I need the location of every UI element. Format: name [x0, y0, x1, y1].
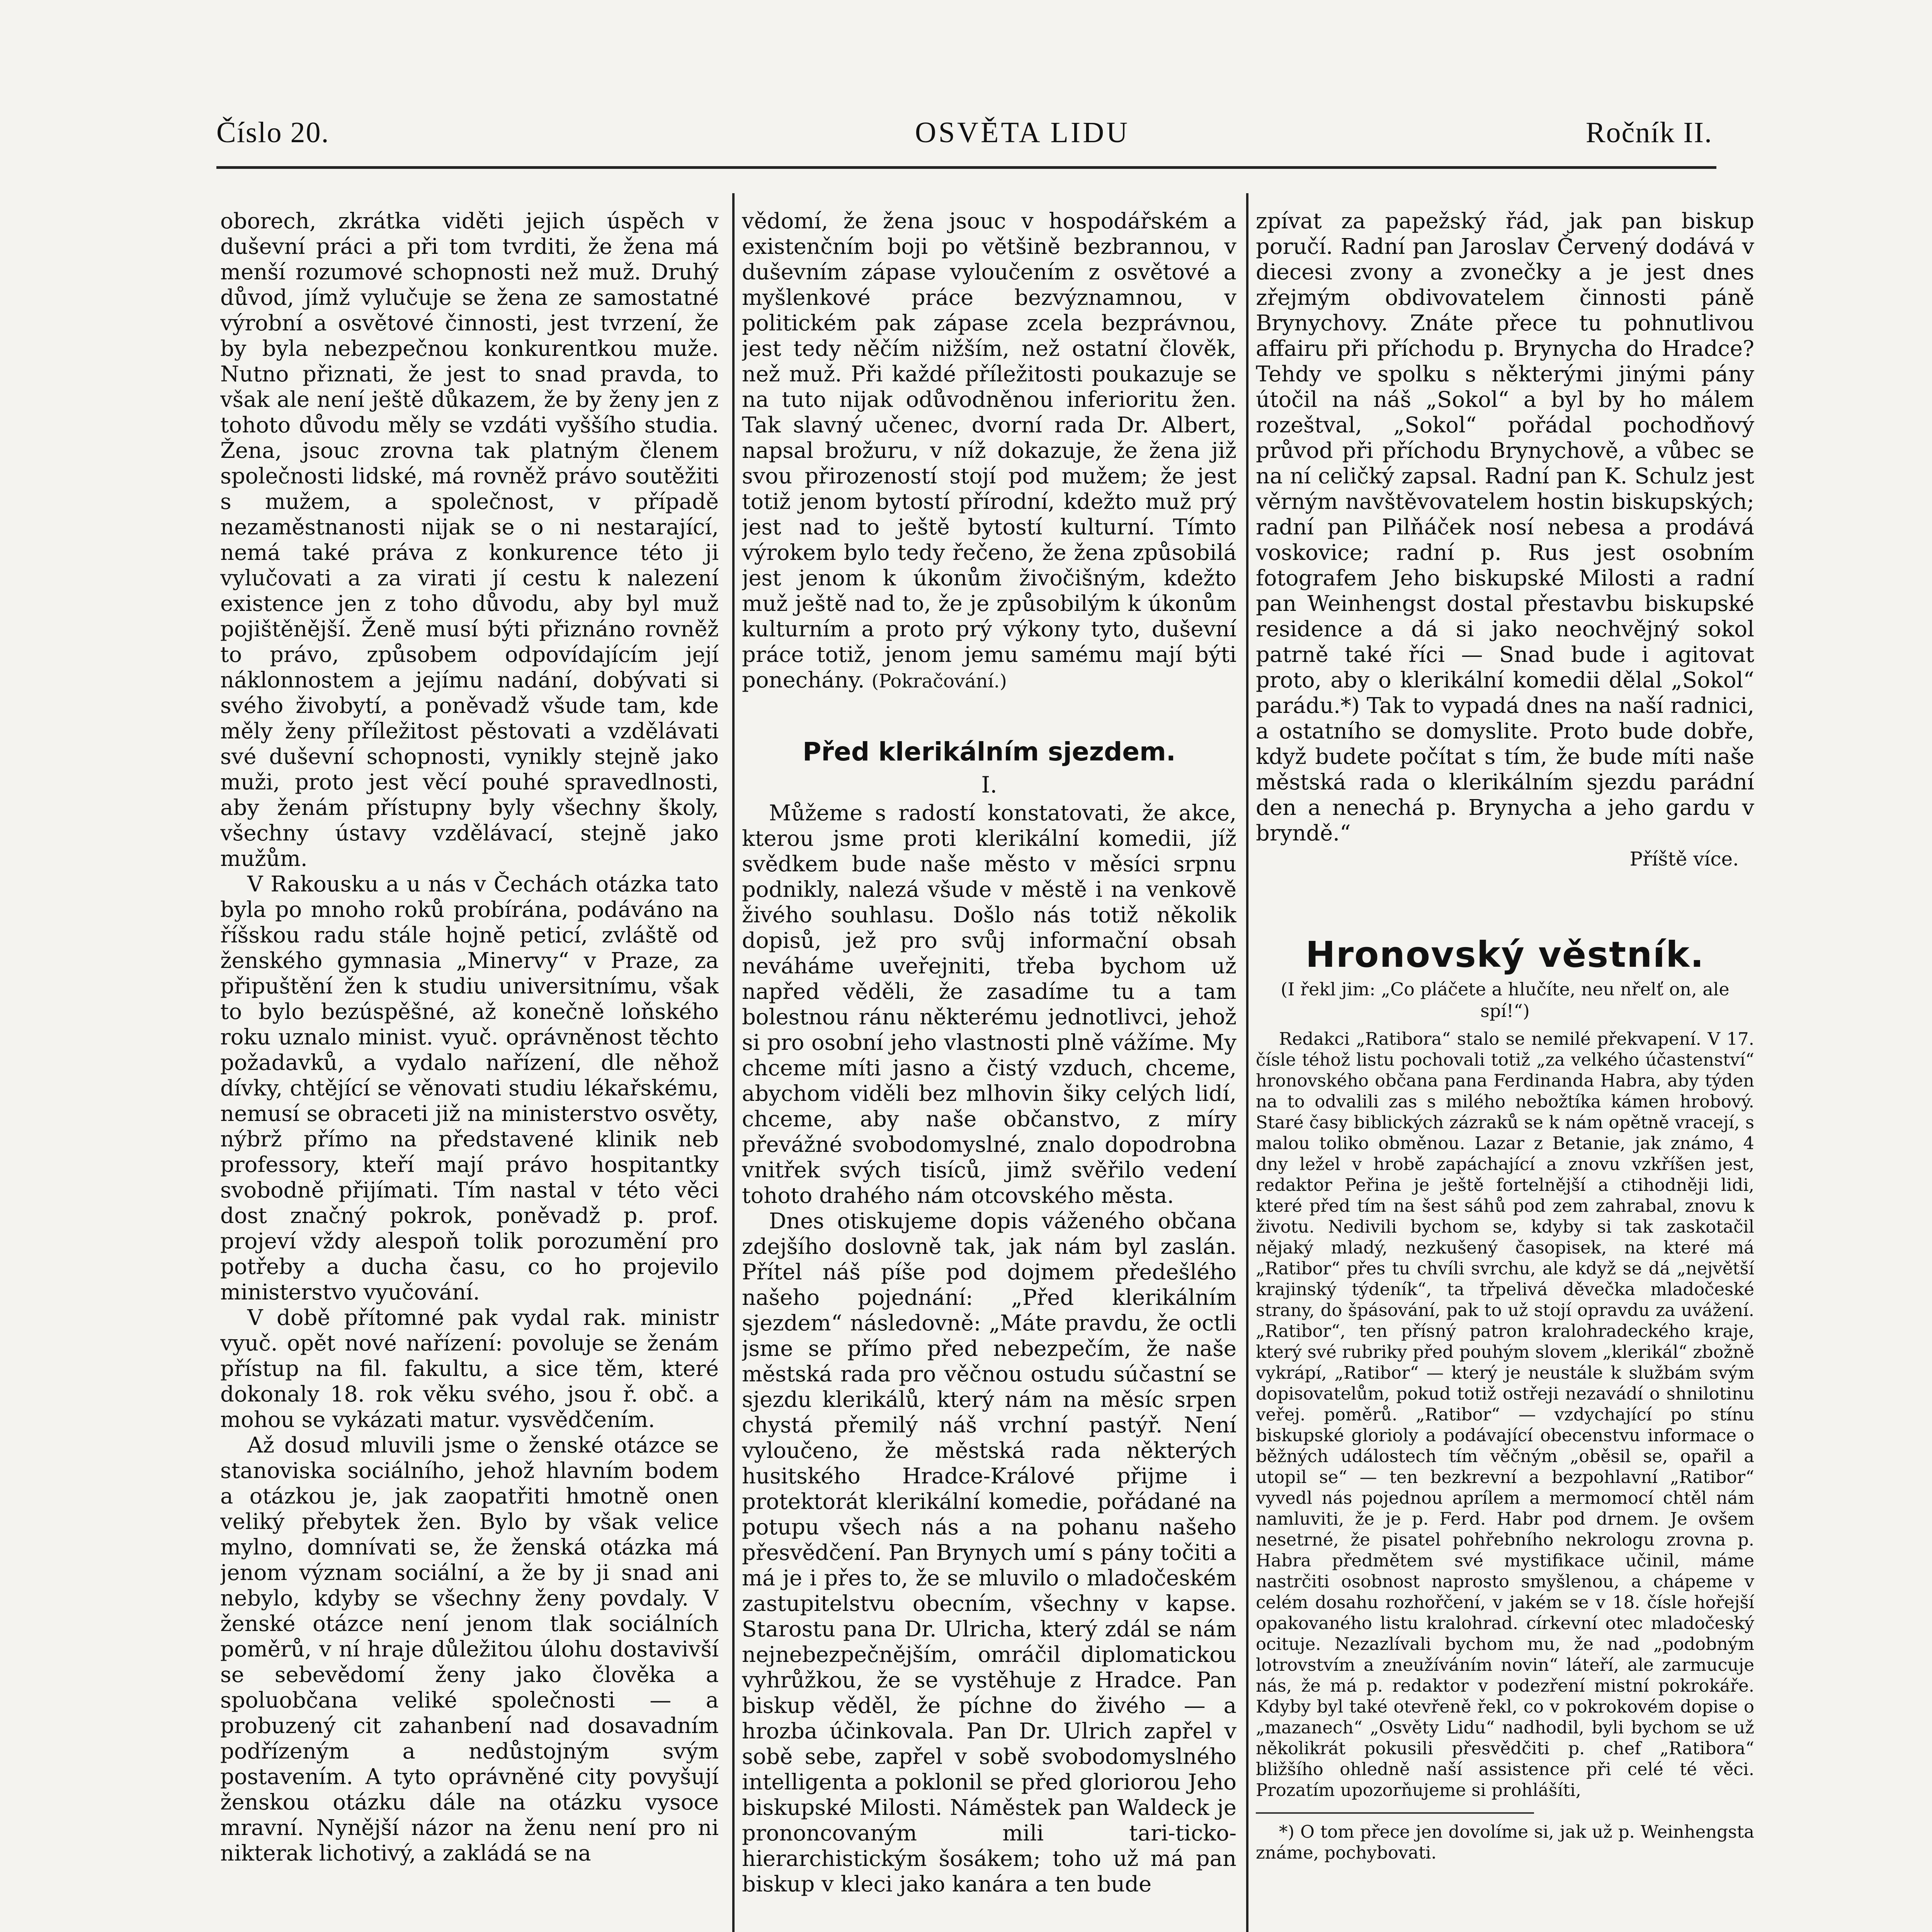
footnote-rule [1256, 1812, 1534, 1814]
volume-number: Ročník II. [1585, 116, 1713, 149]
section-motto: (I řekl jim: „Co pláčete a hlučíte, neu nřelť on, ale spí!“) [1281, 979, 1730, 1021]
article-paragraph: Dnes otiskujeme dopis váženého občana zdejšího doslovně tak, jak nám byl zaslán. Přítel náš píše pod dojmem předešlého našeho pojednání: „Před klerikálním sjezdem“ následovně: „Máte pravdu, že octli jsme se přímo před nebezpečím, že naše městská rada pro věčnou ostudu súčastní se sjezdu klerikálů, který nám na měsíc srpen chystá přemilý náš vrchní pastýř. Není vyloučeno, že městská rada některých husitského Hradce-Králové přijme i protektorát klerikální komedie, pořádané na potupu všech nás a na pohanu našeho přesvědčení. Pan Brynych umí s pány točiti a má je i přes to, že se mluvilo o mladočeském zastupitelstvu obecním, všechny v kapse. Starostu pana Dr. Ulricha, který zdál se nám nejnebezpečnějším, omráčil diplomatickou vyhrůžkou, že se vystěhuje z Hradce. Pan biskup věděl, že píchne do živého — a hrozba účinkovala. Pan Dr. Ulrich zapřel v sobě sebe, zapřel v sobě svobodomyslného intelligenta a poklonil se před gloriorou Jeho biskupské Milosti. Náměstek pan Waldeck je prononcovaným mili tari-ticko-hierarchistickým šosákem; toho už má pan biskup v kleci jako kanára a ten bude [742, 1209, 1236, 1897]
article-paragraph [742, 209, 1236, 694]
header-rule [216, 166, 1716, 169]
article-paragraph: V Rakousku a u nás v Čechách otázka tato byla po mnoho roků probírána, podáváno na říšskou radu stále hojně peticí, zvláště od ženského gymnasia „Minervy“ v Praze, za připuštění žen k studiu universitnímu, však to bylo bezúspěšné, až konečně loňského roku uznalo minist. vyuč. oprávněnost těchto požadavků, a vydalo nařízení, dle něhož dívky, chtějící se věnovati studiu lékařskému, nemusí se obraceti již na ministerstvo osvěty, nýbrž přímo na představené klinik neb professory, kteří mají právo hospitantky svobodně přijímati. Tím nastal v této věci dost značný pokrok, poněvadž p. prof. projeví vždy alespoň tolik porozumění pro potřeby a ducha času, co ho projevilo ministerstvo vyučování. [220, 872, 719, 1305]
footnote: *) O tom přece jen dovolíme si, jak už p. Weinhengsta známe, pochybovati. [1256, 1821, 1754, 1863]
article-text: vědomí, že žena jsouc v hospodářském a existenčním boji po většině bezbrannou, v duševním zápase vyloučením z osvětové a myšlenkové práce bezvýznamnou, v politickém pak zápase zcela bezprávnou, jest tedy něčím nižším, než ostatní člověk, než muž. Při každé příležitosti poukazuje se na tuto nijak odůvodněnou inferioritu žen. Tak slavný učenec, dvorní rada Dr. Albert, napsal brožuru, v níž dokazuje, že žena již svou přirozeností stojí pod mužem; že jest totiž jenom bytostí přírodní, kdežto muž prý jest nad to ještě bytostí kulturní. Tímto výrokem bylo tedy řečeno, že žena způsobilá jest jenom k úkonům živočišným, kdežto muž ještě nad to, že je způsobilým k úkonům kulturním a proto prý výkony tyto, duševní práce totiž, jenom jemu samému mají býti ponechány. [742, 209, 1236, 693]
masthead-title: OSVĚTA LIDU [915, 116, 1130, 149]
section-title: Hronovský věstník. [1305, 934, 1705, 975]
issue-number: Číslo 20. [216, 116, 330, 149]
article-column-3 [1256, 209, 1754, 1932]
article-paragraph: Můžeme s radostí konstatovati, že akce, kterou jsme proti klerikální komedii, jíž svědkem bude naše město v měsíci srpnu podnikly, nalezá všude v městě i na venkově živého souhlasu. Došlo nás totiž několik dopisů, jež pro svůj informační obsah neváháme uveřejniti, třeba bychom už napřed věděli, že zasadíme tu a tam bolestnou ránu některému jednotlivci, jehož si pro osobní jeho vlastnosti plně vážíme. My chceme míti jasno a čistý vzduch, chceme, abychom viděli bez mlhovin šiky celých lidí, chceme, aby naše občanstvo, z míry převážné svobodomyslné, znalo dopodrobna vnitřek svých tisíců, jimž svěřilo vedení tohoto drahého nám otcovského města. [742, 801, 1236, 1208]
column-divider [732, 193, 735, 1932]
article-paragraph: Redakci „Ratibora“ stalo se nemilé překvapení. V 17. čísle téhož listu pochovali totiž „za velkého účastenství“ hronovského občana pana Ferdinanda Habra, aby týden na to odvalili zas s milého nebožtíka kámen hrobový. Staré časy biblických zázraků se k nám opětně vracejí, s malou toliko obměnou. Lazar z Betanie, jak známo, 4 dny ležel v hrobě zapáchající a znovu vzkříšen jest, redaktor Peřina je ještě fortelnější a ctihodněji lidi, které před tím na šest sáhů pod zem zahrabal, znovu k životu. Nedivili bychom se, kdyby si tak zaskotačil nějaký mladý, nezkušený časopisek, na které má „Ratibor“ přes tu chvíli svrchu, ale když se dá „největší krajinský týdeník“, ta třpelivá děvečka mladočeské strany, do špásování, pak to už stojí opravdu za uvážení. „Ratibor“, ten přísný patron kralohradeckého kraje, který své rubriky před pouhým slovem „klerikál“ zbožně vykrápí, „Ratibor“ — který je neustále k službám svým dopisovatelům, pokud totiž ostřeji nezavádí o shnilotinu veřej. poměrů. „Ratibor“ — vzdychající po stínu biskupské glorioly a podávající obecenstvu informace o běžných událostech tím věčným „oběsil se, opařil a utopil se“ — ten bezkrevní a bezpohlavní „Ratibor“ vyvedl nás pojednou aprílem a mermomocí chtěl nám namluviti, že je p. Ferd. Habr pod drnem. Je ovšem nesetrné, že pisatel pohřebního nekrologu zrovna p. Habra předmětem své mystifikace učinil, máme nastrčiti osobnost naprosto smyšlenou, a chápeme v celém dosahu rozhořčení, v jakém se v 18. čísle hořejší opakovaného listu kralohrad. církevní otec mladočeský ocituje. Nezazlívali bychom mu, že nad „podobným lotrovstvím a zneužíváním novin“ láteří, ale zarmucuje nás, že má p. redaktor v podezření mistní pokrokáře. Kdyby byl také otevřeně řekl, co v pokrokovém dopise o „mazanech“ „Osvěty Lidu“ nadhodil, byli bychom se už několikrát pokusili přesvědčiti p. chef „Ratibora“ bližšího ohledně naší assistence při celé té věci. Prozatím upozorňujeme si prohlášíti, [1256, 1029, 1754, 1800]
section-title: Před klerikálním sjezdem. [803, 737, 1176, 767]
column-divider [1246, 193, 1248, 1932]
article-paragraph: zpívat za papežský řád, jak pan biskup poručí. Radní pan Jaroslav Červený dodává v diecesi zvony a zvonečky a je jest dnes zřejmým obdivovatelem činnosti páně Brynychovy. Znáte přece tu pohnutlivou affairu při příchodu p. Brynycha do Hradce? Tehdy ve spolku s některými jinými pány útočil na náš „Sokol“ a byl by ho málem rozeštval, „Sokol“ pořádal pochodňový průvod při příchodu Brynychově, a vůbec se na ní celičký zapsal. Radní pan K. Schulz jest věrným navštěvovatelem hostin biskupských; radní pan Pilňáček nosí nebesa a prodává voskovice; radní p. Rus jest osobním fotografem Jeho biskupské Milosti a radní pan Weinhengst dostal přestavbu biskupské residence a dá si jako neochvějný sokol patrně také říci — Snad bude i agitovat proto, aby o klerikální komedii dělal „Sokol“ parádu.*) Tak to vypadá dnes na naší radnici, a ostatního se domyslite. Proto bude dobře, když budete počítat s tím, že bude míti naše městská rada o klerikálním sjezdu parádní den a nenechá p. Brynycha a jeho gardu v bryndě.“ [1256, 209, 1754, 846]
article-column-2 [742, 209, 1236, 1932]
article-paragraph: V době přítomné pak vydal rak. ministr vyuč. opět nové nařízení: povoluje se ženám přístup na fil. fakultu, a sice těm, které dokonaly 18. rok věku svého, jsou ř. obč. a mohou se vykázati matur. vysvědčením. [220, 1305, 719, 1432]
next-time-note: Příště více. [1629, 848, 1739, 870]
article-column-1 [220, 209, 719, 1932]
article-paragraph: oborech, zkrátka viděti jejich úspěch v duševní práci a při tom tvrditi, že žena má menší rozumové schopnosti než muž. Druhý důvod, jímž vylučuje se žena ze samostatné výrobní a osvětové činnosti, jest tvrzení, že by byla nebezpečnou konkurentkou muže. Nutno přiznati, že jest to snad pravda, to však ale není ještě důkazem, že by ženy jen z tohoto důvodu měly se vzdáti vyššího studia. Žena, jsouc zrovna tak platným členem společnosti lidské, má rovněž právo soutěžiti s mužem, a společnost, v případě nezaměstnanosti nijak se o ni nestarající, nemá také práva z konkurence této ji vylučovati a za virati jí cestu k nalezení existence jen z toho důvodu, aby byl muž pojištěnější. Ženě musí býti přiznáno rovněž to právo, způsobem odpovídajícím její náklonnostem a jejímu nadání, dobývati si svého živobytí, a poněvadž všude tam, kde měly ženy příležitost pěstovati a vzdělávati své duševní schopnosti, vynikly stejně jako muži, proto jest věcí pouhé spravedlnosti, aby ženám přístupny byly všechny školy, všechny ústavy vzdělávací, stejně jako mužům. [220, 209, 719, 871]
article-paragraph: Až dosud mluvili jsme o ženské otázce se stanoviska sociálního, jehož hlavním bodem a otázkou je, jak zaopatřiti hmotně onen veliký přebytek žen. Bylo by však velice mylno, domnívati se, že ženská otázka má jenom význam sociální, a že by ji snad ani nebylo, kdyby se všechny ženy povdaly. V ženské otázce není jenom tlak sociálních poměrů, v ní hraje důležitou úlohu dostavivší se sebevědomí ženy jako člověka a spoluobčana veliké společnosti — a probuzený cit zahanbení nad dosavadním podřízeným a nedůstojným svým postavením. A tyto oprávněné city povyšují ženskou otázku dále na otázku vysoce mravní. Nynější názor na ženu není pro ni nikterak lichotivý, a zakládá se na [220, 1433, 719, 1866]
news-block [1256, 1029, 1754, 1863]
section-number: I. [981, 772, 997, 798]
continued-note: (Pokračování.) [871, 670, 1007, 692]
